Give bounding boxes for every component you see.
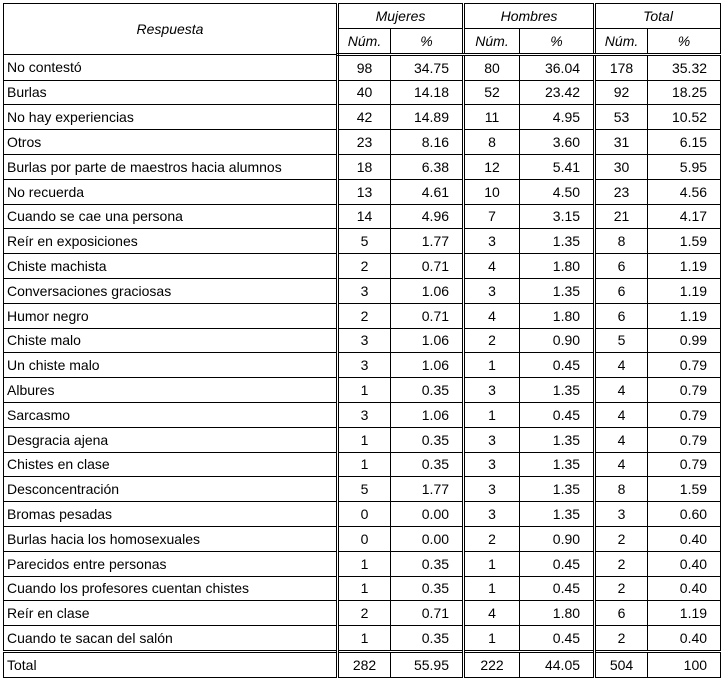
mujeres-pct: 34.75 xyxy=(391,54,464,80)
header-num: Núm. xyxy=(338,29,391,55)
total-pct: 1.59 xyxy=(648,477,721,502)
row-label: Chiste malo xyxy=(4,328,338,353)
mujeres-pct: 1.77 xyxy=(391,229,464,254)
hombres-num: 4 xyxy=(464,303,520,328)
header-respuesta: Respuesta xyxy=(4,4,338,55)
mujeres-num: 1 xyxy=(338,452,391,477)
table-row xyxy=(4,204,721,229)
total-num: 6 xyxy=(595,254,648,279)
mujeres-num: 1 xyxy=(338,576,391,601)
table-row xyxy=(4,54,721,80)
header-group-hombres: Hombres xyxy=(464,4,595,29)
row-label: Chiste machista xyxy=(4,254,338,279)
hombres-pct: 36.04 xyxy=(520,54,595,80)
total-pct: 0.40 xyxy=(648,551,721,576)
total-num: 23 xyxy=(595,179,648,204)
hombres-num: 12 xyxy=(464,154,520,179)
total-pct: 10.52 xyxy=(648,105,721,130)
table-row xyxy=(4,303,721,328)
table-row xyxy=(4,402,721,427)
total-pct: 1.59 xyxy=(648,229,721,254)
total-num: 178 xyxy=(595,54,648,80)
table-body xyxy=(4,54,721,677)
mujeres-num: 14 xyxy=(338,204,391,229)
hombres-pct: 4.50 xyxy=(520,179,595,204)
table-row xyxy=(4,477,721,502)
total-num: 53 xyxy=(595,105,648,130)
mujeres-num: 18 xyxy=(338,154,391,179)
total-num: 21 xyxy=(595,204,648,229)
mujeres-pct: 6.38 xyxy=(391,154,464,179)
table-row xyxy=(4,278,721,303)
mujeres-pct: 1.06 xyxy=(391,278,464,303)
hombres-num: 52 xyxy=(464,80,520,105)
total-pct: 1.19 xyxy=(648,303,721,328)
total-pct: 5.95 xyxy=(648,154,721,179)
row-label: Sarcasmo xyxy=(4,402,338,427)
row-label: Chistes en clase xyxy=(4,452,338,477)
total-row xyxy=(4,651,721,677)
mujeres-pct: 0.35 xyxy=(391,378,464,403)
row-label: Cuando los profesores cuentan chistes xyxy=(4,576,338,601)
table-row xyxy=(4,502,721,527)
row-label: Desgracia ajena xyxy=(4,427,338,452)
mujeres-num: 13 xyxy=(338,179,391,204)
hombres-num: 8 xyxy=(464,130,520,155)
mujeres-num: 40 xyxy=(338,80,391,105)
total-num: 31 xyxy=(595,130,648,155)
mujeres-pct: 0.71 xyxy=(391,254,464,279)
hombres-num: 1 xyxy=(464,576,520,601)
table-row xyxy=(4,626,721,652)
mujeres-num: 0 xyxy=(338,502,391,527)
row-label: Burlas por parte de maestros hacia alumnos xyxy=(4,154,338,179)
row-label: Reír en exposiciones xyxy=(4,229,338,254)
total-pct: 1.19 xyxy=(648,254,721,279)
table-row xyxy=(4,229,721,254)
table-row xyxy=(4,130,721,155)
hombres-num: 10 xyxy=(464,179,520,204)
table-row xyxy=(4,551,721,576)
mujeres-pct: 14.18 xyxy=(391,80,464,105)
total-num: 2 xyxy=(595,576,648,601)
hombres-pct: 4.95 xyxy=(520,105,595,130)
hombres-num: 80 xyxy=(464,54,520,80)
total-num: 4 xyxy=(595,427,648,452)
row-label: Bromas pesadas xyxy=(4,502,338,527)
row-label: Conversaciones graciosas xyxy=(4,278,338,303)
hombres-pct: 1.35 xyxy=(520,278,595,303)
total-num: 30 xyxy=(595,154,648,179)
hombres-pct: 1.35 xyxy=(520,427,595,452)
mujeres-pct: 4.61 xyxy=(391,179,464,204)
total-pct: 1.19 xyxy=(648,278,721,303)
total-pct: 0.79 xyxy=(648,427,721,452)
total-num: 6 xyxy=(595,303,648,328)
row-label: Albures xyxy=(4,378,338,403)
table-row xyxy=(4,254,721,279)
row-label: Cuando te sacan del salón xyxy=(4,626,338,652)
total-pct: 100 xyxy=(648,651,721,677)
total-pct: 0.40 xyxy=(648,526,721,551)
table-row xyxy=(4,576,721,601)
hombres-pct: 0.90 xyxy=(520,328,595,353)
hombres-pct: 23.42 xyxy=(520,80,595,105)
mujeres-num: 5 xyxy=(338,477,391,502)
mujeres-num: 1 xyxy=(338,427,391,452)
hombres-num: 11 xyxy=(464,105,520,130)
total-num: 2 xyxy=(595,626,648,652)
mujeres-pct: 8.16 xyxy=(391,130,464,155)
hombres-num: 3 xyxy=(464,278,520,303)
total-num: 3 xyxy=(595,502,648,527)
table-row xyxy=(4,179,721,204)
table-row xyxy=(4,378,721,403)
total-num: 5 xyxy=(595,328,648,353)
row-label: No contestó xyxy=(4,54,338,80)
hombres-pct: 44.05 xyxy=(520,651,595,677)
hombres-num: 1 xyxy=(464,353,520,378)
hombres-num: 3 xyxy=(464,502,520,527)
mujeres-num: 3 xyxy=(338,278,391,303)
hombres-pct: 0.45 xyxy=(520,551,595,576)
hombres-num: 3 xyxy=(464,477,520,502)
hombres-pct: 3.15 xyxy=(520,204,595,229)
total-num: 92 xyxy=(595,80,648,105)
hombres-num: 4 xyxy=(464,254,520,279)
hombres-pct: 3.60 xyxy=(520,130,595,155)
mujeres-pct: 0.71 xyxy=(391,601,464,626)
total-pct: 35.32 xyxy=(648,54,721,80)
row-label: Humor negro xyxy=(4,303,338,328)
mujeres-num: 1 xyxy=(338,626,391,652)
hombres-num: 7 xyxy=(464,204,520,229)
total-pct: 4.56 xyxy=(648,179,721,204)
mujeres-pct: 0.00 xyxy=(391,526,464,551)
hombres-num: 3 xyxy=(464,378,520,403)
row-label: No recuerda xyxy=(4,179,338,204)
table-row xyxy=(4,154,721,179)
total-num: 2 xyxy=(595,526,648,551)
total-num: 4 xyxy=(595,378,648,403)
hombres-pct: 0.45 xyxy=(520,402,595,427)
mujeres-num: 3 xyxy=(338,353,391,378)
mujeres-pct: 4.96 xyxy=(391,204,464,229)
mujeres-num: 1 xyxy=(338,378,391,403)
hombres-pct: 1.80 xyxy=(520,254,595,279)
row-label: Burlas hacia los homosexuales xyxy=(4,526,338,551)
total-num: 6 xyxy=(595,601,648,626)
table-row xyxy=(4,105,721,130)
mujeres-pct: 14.89 xyxy=(391,105,464,130)
table-row xyxy=(4,526,721,551)
mujeres-num: 98 xyxy=(338,54,391,80)
header-num: Núm. xyxy=(464,29,520,55)
row-label: Desconcentración xyxy=(4,477,338,502)
mujeres-num: 3 xyxy=(338,402,391,427)
mujeres-pct: 1.06 xyxy=(391,402,464,427)
header-num: Núm. xyxy=(595,29,648,55)
hombres-num: 1 xyxy=(464,402,520,427)
mujeres-pct: 0.35 xyxy=(391,452,464,477)
table-row xyxy=(4,601,721,626)
mujeres-num: 2 xyxy=(338,303,391,328)
hombres-pct: 1.35 xyxy=(520,229,595,254)
row-label: Cuando se cae una persona xyxy=(4,204,338,229)
mujeres-num: 2 xyxy=(338,601,391,626)
mujeres-num: 0 xyxy=(338,526,391,551)
mujeres-num: 42 xyxy=(338,105,391,130)
hombres-pct: 0.45 xyxy=(520,626,595,652)
row-label: Reír en clase xyxy=(4,601,338,626)
total-pct: 6.15 xyxy=(648,130,721,155)
total-num: 8 xyxy=(595,477,648,502)
hombres-pct: 0.90 xyxy=(520,526,595,551)
hombres-num: 3 xyxy=(464,427,520,452)
mujeres-num: 3 xyxy=(338,328,391,353)
mujeres-pct: 0.35 xyxy=(391,576,464,601)
hombres-num: 3 xyxy=(464,452,520,477)
total-pct: 0.79 xyxy=(648,378,721,403)
mujeres-pct: 0.35 xyxy=(391,626,464,652)
mujeres-pct: 1.77 xyxy=(391,477,464,502)
row-label: Un chiste malo xyxy=(4,353,338,378)
mujeres-num: 23 xyxy=(338,130,391,155)
total-num: 4 xyxy=(595,353,648,378)
row-label: Total xyxy=(4,651,338,677)
mujeres-pct: 0.35 xyxy=(391,551,464,576)
hombres-pct: 0.45 xyxy=(520,353,595,378)
mujeres-num: 282 xyxy=(338,651,391,677)
total-pct: 0.40 xyxy=(648,626,721,652)
total-num: 6 xyxy=(595,278,648,303)
hombres-pct: 0.45 xyxy=(520,576,595,601)
mujeres-pct: 0.71 xyxy=(391,303,464,328)
mujeres-num: 5 xyxy=(338,229,391,254)
hombres-num: 1 xyxy=(464,626,520,652)
header-pct: % xyxy=(391,29,464,55)
hombres-pct: 1.35 xyxy=(520,452,595,477)
mujeres-pct: 0.35 xyxy=(391,427,464,452)
mujeres-pct: 55.95 xyxy=(391,651,464,677)
row-label: Otros xyxy=(4,130,338,155)
hombres-num: 3 xyxy=(464,229,520,254)
header-group-total: Total xyxy=(595,4,721,29)
table-row xyxy=(4,427,721,452)
total-pct: 0.40 xyxy=(648,576,721,601)
header-pct: % xyxy=(520,29,595,55)
hombres-pct: 1.35 xyxy=(520,502,595,527)
hombres-pct: 1.80 xyxy=(520,601,595,626)
mujeres-pct: 1.06 xyxy=(391,353,464,378)
mujeres-pct: 0.00 xyxy=(391,502,464,527)
row-label: Burlas xyxy=(4,80,338,105)
total-num: 4 xyxy=(595,402,648,427)
hombres-pct: 5.41 xyxy=(520,154,595,179)
total-num: 504 xyxy=(595,651,648,677)
total-pct: 0.79 xyxy=(648,452,721,477)
total-pct: 0.99 xyxy=(648,328,721,353)
table-row xyxy=(4,353,721,378)
total-pct: 0.79 xyxy=(648,402,721,427)
hombres-pct: 1.35 xyxy=(520,378,595,403)
total-pct: 4.17 xyxy=(648,204,721,229)
results-table xyxy=(3,3,721,678)
hombres-num: 2 xyxy=(464,526,520,551)
hombres-pct: 1.80 xyxy=(520,303,595,328)
table-row xyxy=(4,452,721,477)
hombres-num: 2 xyxy=(464,328,520,353)
total-num: 8 xyxy=(595,229,648,254)
total-num: 2 xyxy=(595,551,648,576)
row-label: Parecidos entre personas xyxy=(4,551,338,576)
table-header xyxy=(4,4,721,55)
hombres-num: 1 xyxy=(464,551,520,576)
total-num: 4 xyxy=(595,452,648,477)
table-row xyxy=(4,328,721,353)
hombres-num: 222 xyxy=(464,651,520,677)
hombres-pct: 1.35 xyxy=(520,477,595,502)
total-pct: 0.79 xyxy=(648,353,721,378)
total-pct: 18.25 xyxy=(648,80,721,105)
table-row xyxy=(4,80,721,105)
mujeres-pct: 1.06 xyxy=(391,328,464,353)
mujeres-num: 1 xyxy=(338,551,391,576)
header-pct: % xyxy=(648,29,721,55)
hombres-num: 4 xyxy=(464,601,520,626)
total-pct: 0.60 xyxy=(648,502,721,527)
row-label: No hay experiencias xyxy=(4,105,338,130)
total-pct: 1.19 xyxy=(648,601,721,626)
mujeres-num: 2 xyxy=(338,254,391,279)
header-group-mujeres: Mujeres xyxy=(338,4,464,29)
